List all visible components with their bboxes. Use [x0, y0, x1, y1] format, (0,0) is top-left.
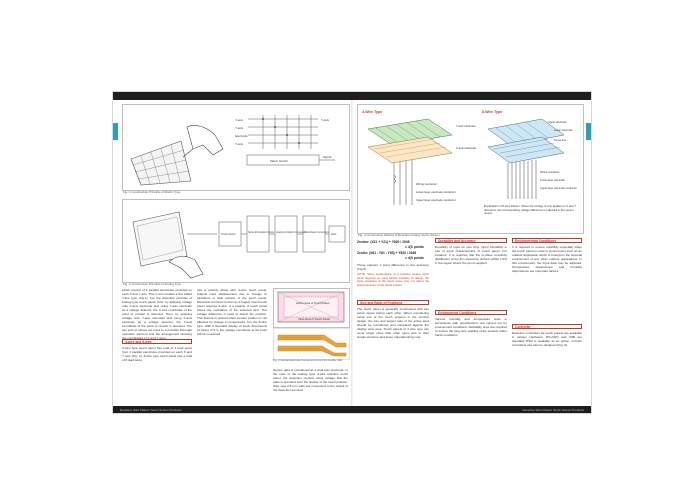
- book-spread: [113, 92, 591, 413]
- fig4-left-label-5: Upper layer electrode conductor: [416, 198, 456, 202]
- left-col3: Sensor data is considered as a dual-axis electrode. In the case of the analog type 4-wire resistive touch panel, the detection method using voltage that the plate is operated from the display of the touch position. Wire sets 0.5 mm wide are connected to the output of the detection terminal.: [273, 368, 348, 392]
- right-col2-a: Durability of input for pen (Fig. Input) Durability in use of input characteristics of touch panel. For instance, it is required that the in-plane resistivity distribution of the film should be uniform within 1.5% in the region where the pen is applied.: [435, 245, 507, 265]
- fig1-label-4: Y-axis: [235, 142, 244, 146]
- fig2-block-3: Analog to Digital Conversion: [276, 231, 307, 234]
- formula-2-rhs: = 4(X points: [405, 256, 424, 260]
- page-gutter: [351, 100, 353, 406]
- fig4-left-label-1: Y-axis electrode: [456, 124, 476, 128]
- figure-4-caption: Fig. 4 Construction Method of Resistive Analog Touch Screen: [358, 233, 440, 237]
- top-border: [113, 92, 591, 100]
- fig4-right-label-1: Upper electrode: [548, 121, 567, 124]
- fig4-right-title: 8-Wire Type: [482, 110, 503, 114]
- fig4-right-label-5: Lower layer electrode: [540, 179, 565, 182]
- figure-3-caption: Fig. 3 Vertical Electrode Connections (Front for Flexible Tail): [273, 359, 343, 362]
- formula-2-lhs: Zcolor: (X81 - Y81 - Y83) + Y820 / 2048: [357, 251, 417, 255]
- figure-2-caption: Fig. 2 Construction Principle of Analog Type: [123, 282, 182, 286]
- left-col2: has a polarity along with 4-wire touch panel. Adjusts input displacement due to change or variations in total surface of the touch panel. Electronic pressure known as a hugely sized touch panel requires 4-wire. If a polarity of touch panel drives the resistance of the selected wire. The voltage difference is used to detect the position. This feature is optimal when contact position is not affected by change in temperature. For the 8-wire type: With a standard display of touch dimensions (4 wires) of 5 V, the voltage coordinate of the point will be measured.: [197, 288, 267, 336]
- analog-diagram: [123, 200, 349, 282]
- formula-1-lhs: Zrcolor: (X21 + Y21) + Y820 / 2048: [357, 240, 410, 244]
- right-col1-b: The touch panel is generally constructed with two active layers facing each other. When considering using one of the touch screens in the product design, the size and aspect ratio of the active area should be considered and compared against the display view area. Touch panels of 4 wire type can cover larger sizes than other types due to their simple structure and lower manufacturing cost.: [357, 307, 429, 339]
- fig2-block-1: Touch Panel: [221, 233, 236, 236]
- figure-wire-types: [357, 104, 584, 234]
- right-col2-b: Various humidity and temperature tests in accordance with specifications are carried out for environment conditions. Reliability tests are required to ensure the long-term stability of the product under harsh conditions.: [435, 317, 507, 337]
- bottom-border: [113, 406, 591, 413]
- fig4-left-label-2: X-axis electrode: [456, 146, 477, 150]
- fig1-label-1: Y-axis: [235, 118, 244, 122]
- right-col1-note-text: NOTE: Since performance of a resistive analog touch panel depends on many factors including its design, the input resolution of the touch panel may not reflect the actual accuracy of the whole system.: [357, 272, 429, 287]
- fig1-label-2: Y-axis: [235, 126, 244, 130]
- right-col3-b: Resistive controllers for touch panels are available in various interfaces. RS-232C and USB are standard; PS/2 is available as an option. Custom controllers can also be designed (Fig. 6).: [512, 331, 582, 347]
- figure-analog-type: [122, 199, 350, 283]
- matrix-diagram: [123, 105, 349, 190]
- fig4-right-label-4: Wiring conductor: [540, 171, 560, 174]
- right-col3-heading-2: Controller: [512, 324, 582, 329]
- left-col1-heading: 4-wire and 8-wire: [122, 339, 192, 344]
- fig2-block-5: Host: [331, 233, 337, 236]
- fig4-left-label-3: Wiring conductor: [416, 182, 437, 186]
- right-col1-a: These squares 1 point difference in line accuracy (Fig.5): [357, 263, 429, 271]
- fig1-label-3: Electrode: [235, 134, 248, 138]
- fig4-right-label-3: Sense line: [554, 139, 567, 142]
- right-col2-heading-2: Environment Conditions: [435, 310, 507, 315]
- flex-tail-graphic: [274, 329, 349, 359]
- fig4-right-label-2: Lower electrode: [554, 129, 573, 132]
- left-col1-bottom: 4-wire type touch panel has total of 4 lead wires from 2 parallel electrodes provided on each X and Y axis (Fig. 4). 8-wire type touch panel has a total of 8 lead wires.: [122, 346, 192, 362]
- figure-1-caption: Fig. 1 Construction Principle of Matrix Type: [123, 190, 181, 194]
- fig1-label-7: Signal: [323, 155, 332, 159]
- fig4-note: Explanation of 8-wire Pattern: When the voltage is only applied on X and Y directions, the corresponding voltage difference is reflected in the sensor output.: [484, 204, 577, 216]
- right-col1-note: [357, 273, 429, 297]
- left-chapter-tab: [113, 123, 118, 140]
- right-col3-a: It is required to ensure reliability especially when the touch panel is used in environment such as an outdoor application which is brought in the terminal environment of any other outdoor applications. In this environment, the input data may be adjusted. Temperature dependence and humidity dependence are important factors.: [512, 245, 582, 273]
- left-folio: Resistive Wire Pattern Touch Screen Products: [120, 408, 182, 412]
- fig4-left-title: 4-Wire Type: [362, 110, 383, 114]
- fig2-block-2: Noise Elimination Circuit: [248, 231, 274, 234]
- fig1-label-6: Matrix Switch: [270, 159, 288, 163]
- figure-matrix-type: [122, 104, 350, 191]
- right-col3-heading-1: Environmental Conditions: [512, 238, 582, 243]
- electrode-diagram: [274, 289, 349, 327]
- right-col2-heading-1: Durability and Accuracy: [435, 238, 507, 243]
- fig1-label-5: Y-axis: [321, 118, 330, 122]
- fig4-left-label-4: Lower layer electrode conductor: [416, 190, 456, 194]
- fig2-block-4: Coordinate Conversion: [304, 231, 329, 234]
- figure-electrode-connections: [273, 288, 350, 328]
- fig4-right-label-6: Upper layer electrode conductor: [540, 187, 577, 190]
- left-col1-top: which consist of 2 parallel electrodes provided on each X and Y axis. This in turn creates a line called Y-line type (Fig.1). For the detection principle of analog type touch panel: First, by applying voltage onto X-axis electrode and using Y-axis electrode as a voltage detector, the X-axis coordinate of the point of contact is detected. Then, by applying voltage onto Y-axis electrode and using X-axis electrode as a voltage detector, the Y-axis coordinate of the point of contact is detected. The two sets of values are input to a possible thorough operation element and the arrangement showing the coordinates of X and Y axes.: [122, 288, 192, 340]
- formula-1-rhs: = 4(X points: [405, 245, 424, 249]
- right-chapter-tab: [586, 123, 591, 140]
- right-col1-heading: Size and Ratio of Positions: [357, 300, 429, 305]
- flexible-tail-photo: [273, 328, 350, 360]
- right-folio: Resistive Wire Pattern Touch Screen Products: [522, 408, 584, 412]
- fig3-label-1: Active Area of Touch Panel: [296, 301, 330, 305]
- fig3-label-2: View Area of Touch Panel: [298, 317, 330, 321]
